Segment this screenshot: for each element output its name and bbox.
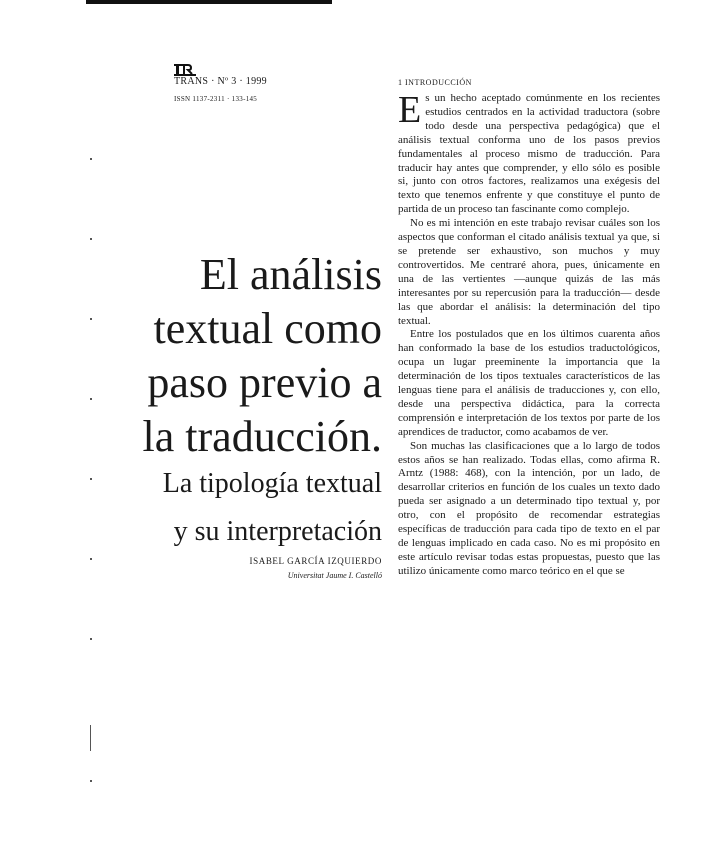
title-line: El análisis bbox=[199, 250, 382, 299]
title-line: textual como bbox=[153, 304, 382, 353]
journal-issn: ISSN 1137-2311 · 133-145 bbox=[174, 95, 258, 103]
margin-mark bbox=[90, 638, 92, 640]
margin-mark bbox=[90, 318, 92, 320]
margin-mark bbox=[90, 780, 92, 782]
top-rule bbox=[86, 0, 332, 4]
author-affiliation: Universitat Jaume I. Castelló bbox=[287, 571, 382, 580]
section-heading: 1 INTRODUCCIÓN bbox=[398, 78, 472, 87]
body-paragraph: Entre los postulados que en los últimos cuarenta años han conformado la base de los estudios traductológicos, ocupa un lugar preeminente la importancia que la determinación de los tipos textuales característicos de las lenguas tiene para el análisis de traducciones y, con ello, desde una perspectiva didáctica, para la correcta comprensión e interpretación de los textos por parte de los aprendices de traductor, como acabamos de ver. bbox=[398, 328, 660, 438]
journal-logo-icon bbox=[174, 62, 196, 76]
body-paragraph: Es un hecho aceptado comúnmente en los recientes estudios centrados en la actividad traductora (sobre todo desde una perspectiva pedagógica) que el análisis textual conforma uno de los pasos previos fundamentales al proceso mismo de traducción. Para traducir hay antes que comprender, y ello sólo es posible si, junto con otros factores, realizamos una exégesis del texto que tenemos enfrente y que constituye el punto de partida de un proceso tan fascinante como complejo. bbox=[398, 89, 660, 216]
margin-mark bbox=[90, 158, 92, 160]
journal-issue: TRANS · Nº 3 · 1999 bbox=[174, 76, 267, 87]
title-line: paso previo a bbox=[147, 358, 382, 407]
margin-mark bbox=[90, 558, 92, 560]
margin-mark bbox=[90, 478, 92, 480]
body-paragraph: No es mi intención en este trabajo revisar cuáles son los aspectos que conforman el citado análisis textual ya que, si se pretende ser exhaustivo, son muchos y muy controvertidos. Me centraré ahora, pues, únicamente en una de las vertientes —aunque quizás de las más interesantes por su repercusión para la traducción— desde las que abordar el análisis: la determinación del tipo textual. bbox=[398, 217, 660, 327]
subtitle-line: y su interpretación bbox=[173, 516, 382, 547]
drop-cap: E bbox=[398, 89, 422, 131]
title-line: la traducción. bbox=[142, 412, 382, 461]
article-title bbox=[100, 248, 382, 464]
author-name: ISABEL GARCÍA IZQUIERDO bbox=[249, 556, 382, 566]
margin-mark bbox=[90, 238, 92, 240]
margin-mark bbox=[90, 398, 92, 400]
subtitle-line: La tipología textual bbox=[162, 468, 382, 499]
article-subtitle bbox=[100, 460, 382, 556]
body-text bbox=[398, 89, 660, 579]
body-paragraph: Son muchas las clasificaciones que a lo largo de todos estos años se han realizado. Todas ellas, como afirma R. Arntz (1988: 468), con la intención, por un lado, de desarrollar criterios en función de los cuales un texto dado pueda ser asignado a un determinado tipo textual y, por otro, con el propósito de recomendar estrategias específicas de traducción para cada tipo de texto en el par de lenguas implicado en cada caso. No es mi propósito en este artículo revisar todas estas propuestas, puesto que las utilizo únicamente como marco teórico en el que se bbox=[398, 439, 660, 577]
margin-mark bbox=[90, 725, 91, 751]
